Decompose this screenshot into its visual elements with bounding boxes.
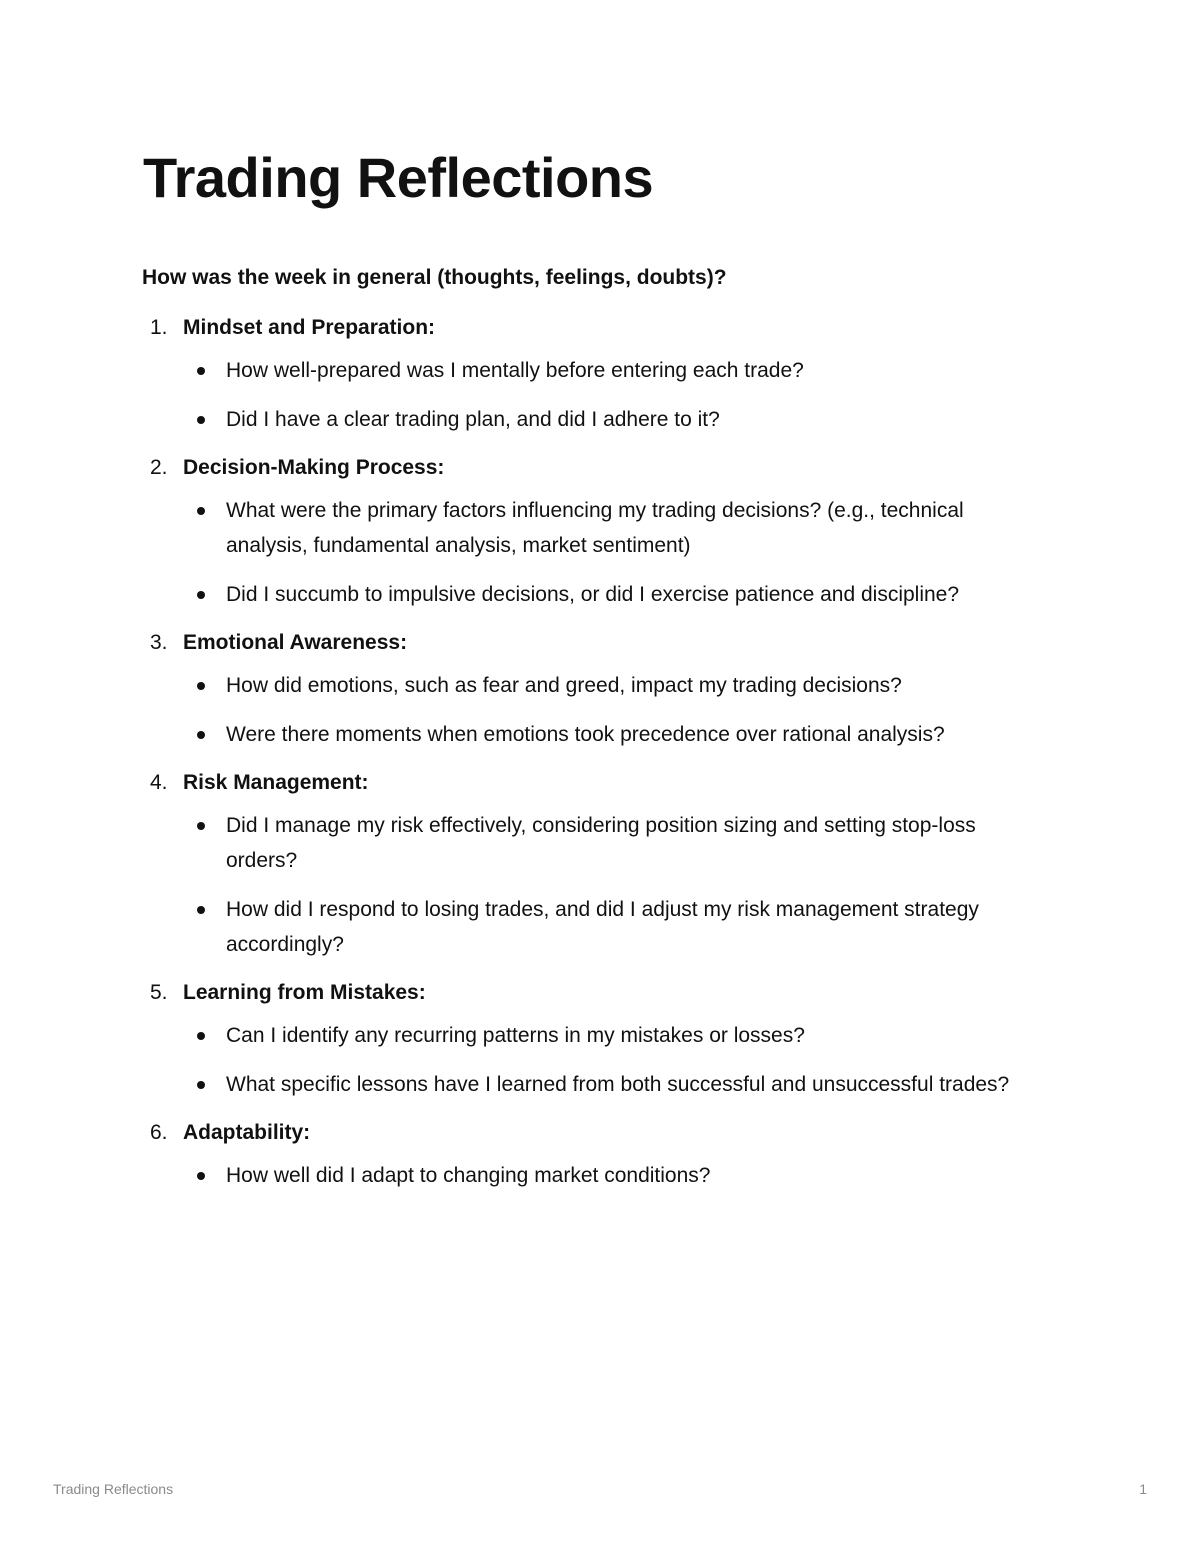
bullet-dot-icon bbox=[197, 416, 205, 424]
list-item bbox=[195, 1067, 1036, 1102]
section-number: 4. bbox=[150, 771, 168, 794]
section-heading bbox=[150, 311, 1050, 344]
section-heading bbox=[150, 451, 1050, 484]
list-item bbox=[195, 717, 1036, 752]
list-item-text: Can I identify any recurring patterns in my mistakes or losses? bbox=[226, 1024, 805, 1047]
list-item bbox=[195, 353, 1036, 388]
section-number: 1. bbox=[150, 316, 168, 339]
reflection-sections bbox=[150, 311, 1050, 1207]
bullet-dot-icon bbox=[197, 822, 205, 830]
list-item bbox=[195, 402, 1036, 437]
list-item-text: How did I respond to losing trades, and did I adjust my risk management strategy accordingly? bbox=[226, 898, 979, 956]
section-heading bbox=[150, 766, 1050, 799]
section-label: Mindset and Preparation: bbox=[183, 316, 436, 339]
list-item-text: Were there moments when emotions took precedence over rational analysis? bbox=[226, 723, 945, 746]
bullet-list bbox=[150, 1158, 1050, 1193]
list-item-text: Did I manage my risk effectively, considering position sizing and setting stop-loss orders? bbox=[226, 814, 976, 872]
bullet-dot-icon bbox=[197, 1032, 205, 1040]
section-label: Learning from Mistakes: bbox=[183, 981, 426, 1004]
section-label: Emotional Awareness: bbox=[183, 631, 408, 654]
section-number: 6. bbox=[150, 1121, 168, 1144]
list-item-text: How did emotions, such as fear and greed, impact my trading decisions? bbox=[226, 674, 902, 697]
list-item-text: What were the primary factors influencing my trading decisions? (e.g., technical analysis, fundamental analysis, market sentiment) bbox=[226, 499, 964, 557]
bullet-dot-icon bbox=[197, 1081, 205, 1089]
list-item bbox=[195, 892, 1036, 962]
list-item-text: How well did I adapt to changing market conditions? bbox=[226, 1164, 711, 1187]
intro-question: How was the week in general (thoughts, feelings, doubts)? bbox=[142, 266, 727, 289]
section-label: Decision-Making Process: bbox=[183, 456, 445, 479]
bullet-list bbox=[150, 493, 1050, 612]
section-heading bbox=[150, 976, 1050, 1009]
list-item bbox=[195, 1018, 1036, 1053]
list-item bbox=[195, 493, 1036, 563]
list-item-text: How well-prepared was I mentally before entering each trade? bbox=[226, 359, 804, 382]
bullet-dot-icon bbox=[197, 1172, 205, 1180]
section-learning-from-mistakes bbox=[150, 976, 1050, 1102]
bullet-list bbox=[150, 1018, 1050, 1102]
footer-title: Trading Reflections bbox=[53, 1481, 174, 1497]
list-item bbox=[195, 1158, 1036, 1193]
section-risk-management bbox=[150, 766, 1050, 962]
list-item-text: What specific lessons have I learned from both successful and unsuccessful trades? bbox=[226, 1073, 1010, 1096]
section-adaptability bbox=[150, 1116, 1050, 1193]
bullet-dot-icon bbox=[197, 731, 205, 739]
page-title: Trading Reflections bbox=[143, 146, 654, 209]
bullet-dot-icon bbox=[197, 591, 205, 599]
footer-page-number: 1 bbox=[1139, 1481, 1147, 1497]
list-item-text: Did I have a clear trading plan, and did I adhere to it? bbox=[226, 408, 720, 431]
bullet-dot-icon bbox=[197, 507, 205, 515]
bullet-dot-icon bbox=[197, 906, 205, 914]
list-item-text: Did I succumb to impulsive decisions, or did I exercise patience and discipline? bbox=[226, 583, 960, 606]
bullet-dot-icon bbox=[197, 367, 205, 375]
bullet-list bbox=[150, 808, 1050, 962]
bullet-list bbox=[150, 353, 1050, 437]
list-item bbox=[195, 668, 1036, 703]
section-heading bbox=[150, 626, 1050, 659]
section-label: Risk Management: bbox=[183, 771, 369, 794]
bullet-dot-icon bbox=[197, 682, 205, 690]
section-number: 3. bbox=[150, 631, 168, 654]
list-item bbox=[195, 808, 1036, 878]
section-decision-making bbox=[150, 451, 1050, 612]
section-number: 5. bbox=[150, 981, 168, 1004]
section-emotional-awareness bbox=[150, 626, 1050, 752]
section-heading bbox=[150, 1116, 1050, 1149]
bullet-list bbox=[150, 668, 1050, 752]
section-label: Adaptability: bbox=[183, 1121, 311, 1144]
section-mindset bbox=[150, 311, 1050, 437]
section-number: 2. bbox=[150, 456, 168, 479]
list-item bbox=[195, 577, 1036, 612]
